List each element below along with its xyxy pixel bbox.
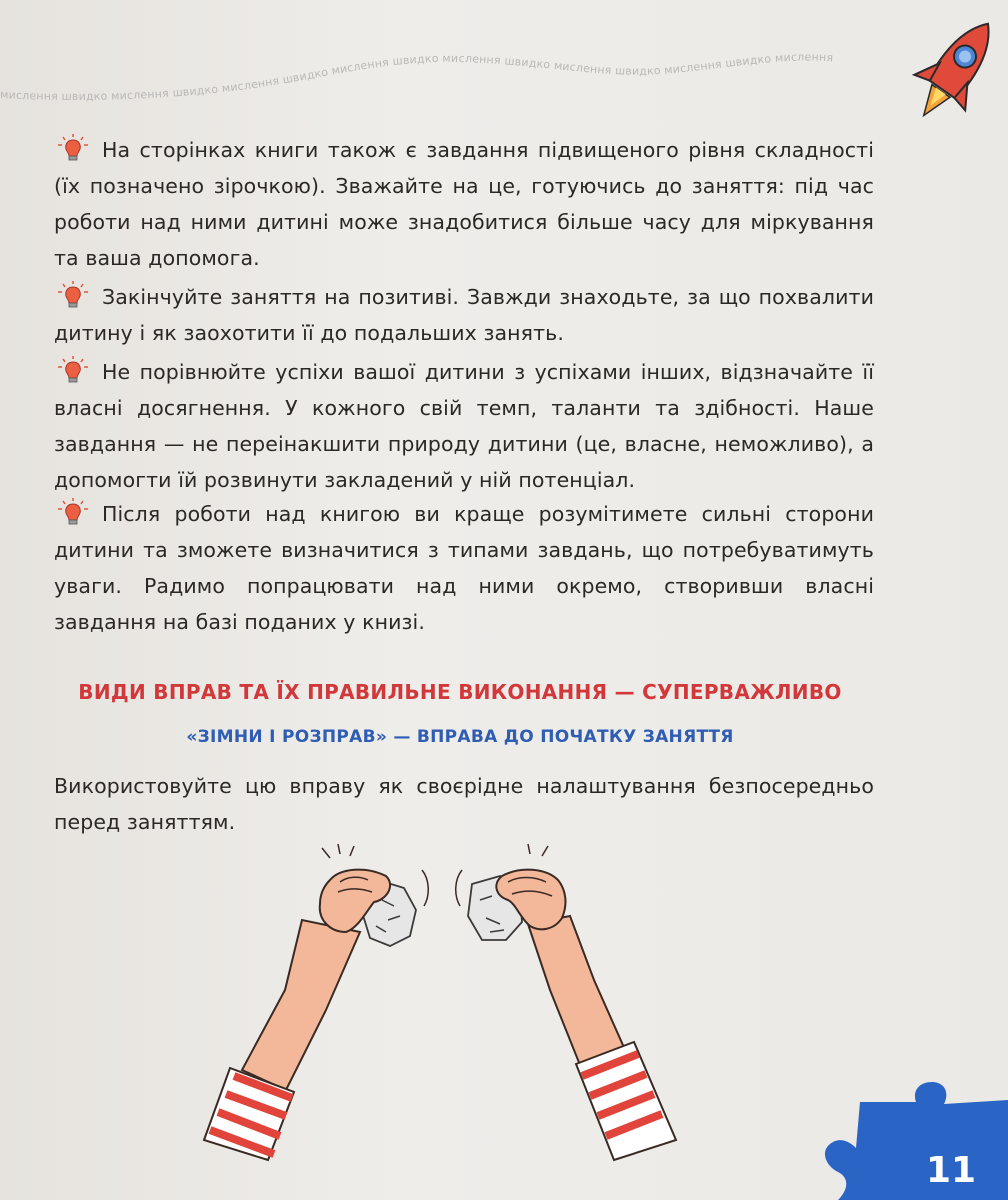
right-arm — [456, 844, 676, 1160]
bullet-paragraph — [54, 354, 874, 498]
lightbulb-icon — [54, 133, 92, 163]
crumpling-hands-illustration — [190, 840, 750, 1170]
page-number: 11 — [925, 1150, 977, 1191]
bullet-paragraph — [54, 496, 874, 640]
rocket-icon — [912, 8, 1002, 138]
header-wave-decoration — [0, 40, 1008, 120]
exercise-description: Використовуйте цю вправу як своєрідне налаштування безпосередньо перед заняттям. — [54, 774, 874, 834]
bullet-paragraph — [54, 132, 874, 276]
svg-text:мислення швидко мислення швидк — [0, 51, 834, 103]
header-wave-text: мислення швидко мислення швидко мислення швидко мислення швидко мислення швидко мислення швидко мислення швидко мислення — [0, 50, 834, 103]
left-arm — [204, 844, 428, 1160]
exercise-subheading: «ЗІМНИ І РОЗПРАВ» — ВПРАВА ДО ПОЧАТКУ ЗАНЯТТЯ — [186, 727, 734, 747]
bullet-text: Не порівнюйте успіхи вашої дитини з успіхами інших, відзначайте її власні досягнення. У кожного свій темп, таланти та здібності. Наше завдання — не переінакшити природу дитини (це, власне, неможливо), а допомогти їй розвинути закладений у ній потенціал. — [54, 360, 874, 492]
lightbulb-icon — [54, 497, 92, 527]
section-heading: ВИДИ ВПРАВ ТА ЇХ ПРАВИЛЬНЕ ВИКОНАННЯ — СУПЕРВАЖЛИВО — [78, 680, 842, 704]
bullet-text: Закінчуйте заняття на позитиві. Завжди знаходьте, за що похвалити дитину і як заохотити її до подальших занять. — [54, 285, 874, 345]
bullet-paragraph — [54, 279, 874, 351]
bullet-text: На сторінках книги також є завдання підвищеного рівня складності (їх позначено зірочкою). Зважайте на це, готуючись до заняття: під час роботи над ними дитині може знадобитися більше часу для міркування та ваша допомога. — [54, 138, 874, 270]
lightbulb-icon — [54, 280, 92, 310]
lightbulb-icon — [54, 355, 92, 385]
bullet-text: Після роботи над книгою ви краще розумітимете сильні сторони дитини та зможете визначитися з типами завдань, що потребуватимуть уваги. Радимо попрацювати над ними окремо, створивши власні завдання на базі поданих у книзі. — [54, 502, 874, 634]
